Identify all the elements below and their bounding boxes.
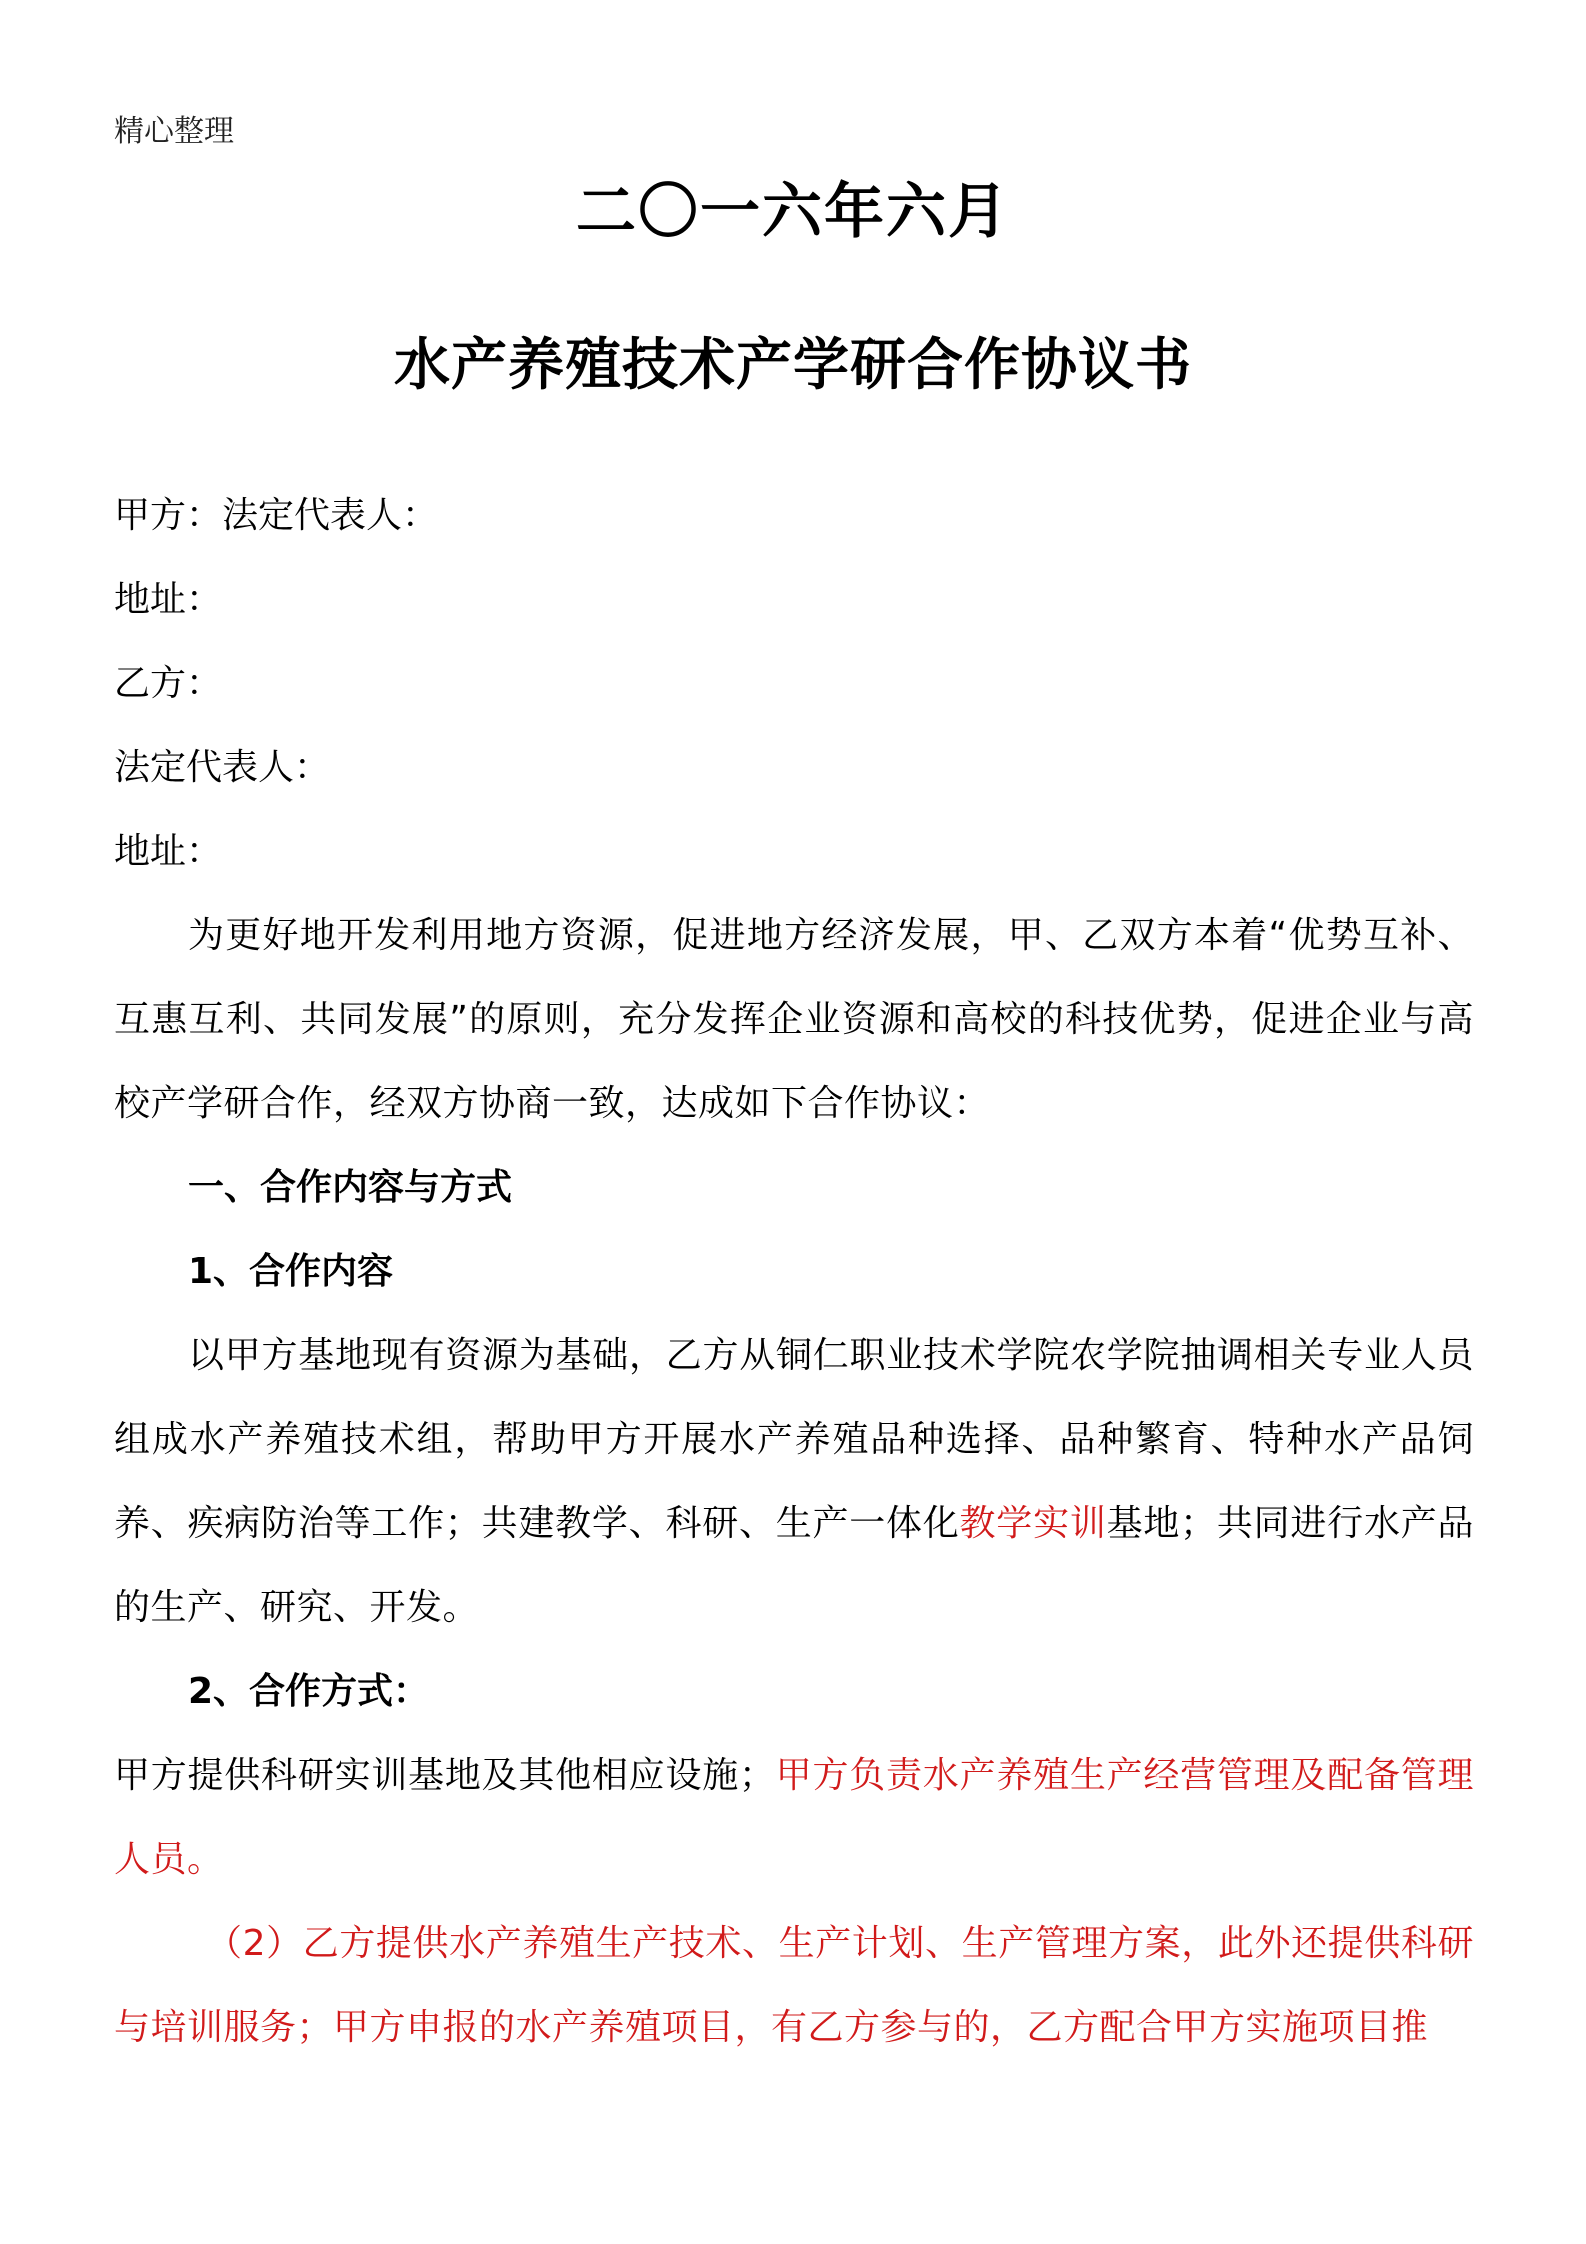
subsection-heading-method: 2、合作方式：: [188, 1671, 430, 1712]
content-text-highlight: 教学实训: [959, 1503, 1107, 1544]
party-b-representative: 法定代表人：: [114, 747, 331, 788]
content-text-b: 基地；共同进行水产品的生产、研究、开发。: [114, 1503, 1474, 1628]
subsection-heading-content: 1、合作内容: [188, 1251, 394, 1292]
intro-paragraph: 为更好地开发利用地方资源，促进地方经济发展，甲、乙双方本着“优势互补、互惠互利、共同发展”的原则，充分发挥企业资源和高校的科技优势，促进企业与高校产学研合作，经双方协商一致，达成如下合作协议：: [114, 915, 1474, 1124]
item-2-paragraph: （2）乙方提供水产养殖生产技术、生产计划、生产管理方案，此外还提供科研与培训服务；甲方申报的水产养殖项目，有乙方参与的，乙方配合甲方实施项目推: [114, 1923, 1474, 2048]
method-text-a: 甲方提供科研实训基地及其他相应设施；: [114, 1755, 776, 1796]
section-heading-cooperation: 一、合作内容与方式: [188, 1167, 513, 1208]
party-b-address: 地址：: [114, 831, 223, 872]
cooperation-method-paragraph: [114, 1734, 1474, 1902]
content-text-a: 以甲方基地现有资源为基础，乙方从铜仁职业技术学院农学院抽调相关专业人员组成水产养殖技术组，帮助甲方开展水产养殖品种选择、品种繁育、特种水产品饲养、疾病防治等工作；共建教学、科研、生产一体化: [114, 1335, 1474, 1544]
party-b: 乙方：: [114, 663, 223, 704]
date-title: 二〇一六年六月: [576, 177, 1010, 247]
document-body: [114, 474, 1474, 2070]
document-title: 水产养殖技术产学研合作协议书: [394, 333, 1192, 398]
party-a-representative: 甲方：法定代表人：: [114, 495, 439, 536]
header-note: 精心整理: [114, 114, 234, 149]
method-text-highlight: 甲方负责水产养殖生产经营管理及配备管理人员。: [114, 1755, 1474, 1880]
party-a-address: 地址：: [114, 579, 223, 620]
cooperation-content-paragraph: [114, 1314, 1474, 1650]
